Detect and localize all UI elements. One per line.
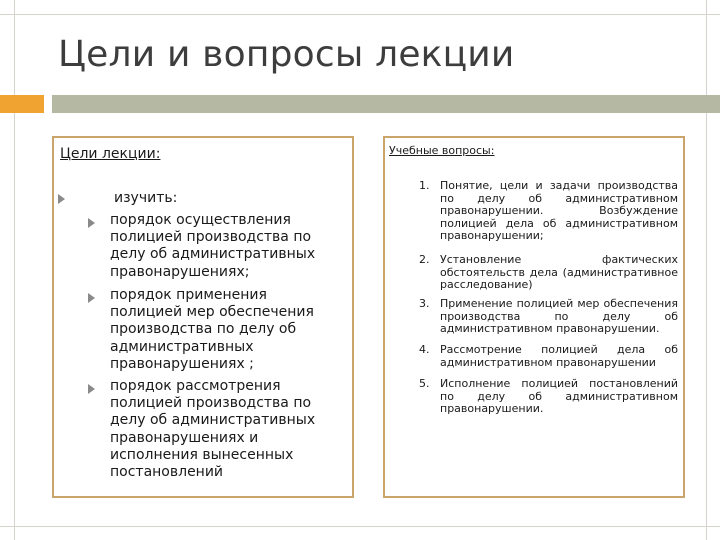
question-text: Исполнение полицией постановлений по делу об административном правонарушении. — [440, 377, 678, 415]
questions-heading: Учебные вопросы: — [389, 144, 495, 157]
goals-level1: изучить: — [114, 190, 178, 206]
questions-box — [383, 136, 685, 498]
accent-bar-orange — [0, 95, 44, 113]
bullet-arrow-icon — [88, 218, 95, 228]
question-text: Установление фактических обстоятельств дела (административное расследование) — [440, 253, 678, 291]
question-text: Понятие, цели и задачи производства по делу об административном правонарушении. Возбуждение полицией дела об административном правонарушении; — [440, 179, 678, 242]
goal-item: порядок применения полицией мер обеспечения производства по делу об административных правонарушениях ; — [110, 287, 314, 372]
frame-line-bottom — [0, 526, 720, 527]
goal-item: порядок осуществления полицией производства по делу об административных правонарушениях; — [110, 212, 316, 280]
bullet-arrow-icon — [88, 384, 95, 394]
question-text: Рассмотрение полицией дела об административном правонарушении — [440, 343, 678, 369]
question-number: 2. — [419, 253, 430, 266]
frame-line-left — [14, 0, 15, 540]
question-text: Применение полицией мер обеспечения производства по делу об административном правонарушении. — [440, 297, 678, 335]
question-number: 5. — [419, 377, 430, 390]
accent-bar-gray — [52, 95, 720, 113]
frame-line-top — [0, 14, 720, 15]
question-number: 1. — [419, 179, 430, 192]
frame-line-right — [706, 0, 707, 540]
bullet-arrow-icon — [88, 293, 95, 303]
goals-heading: Цели лекции: — [60, 146, 161, 162]
question-number: 4. — [419, 343, 430, 356]
slide-title: Цели и вопросы лекции — [58, 34, 515, 75]
bullet-arrow-icon — [58, 194, 65, 204]
goals-box — [52, 136, 354, 498]
question-number: 3. — [419, 297, 430, 310]
goal-item: порядок рассмотрения полицией производства по делу об административных правонарушениях и исполнения вынесенных постановлений — [110, 378, 316, 481]
